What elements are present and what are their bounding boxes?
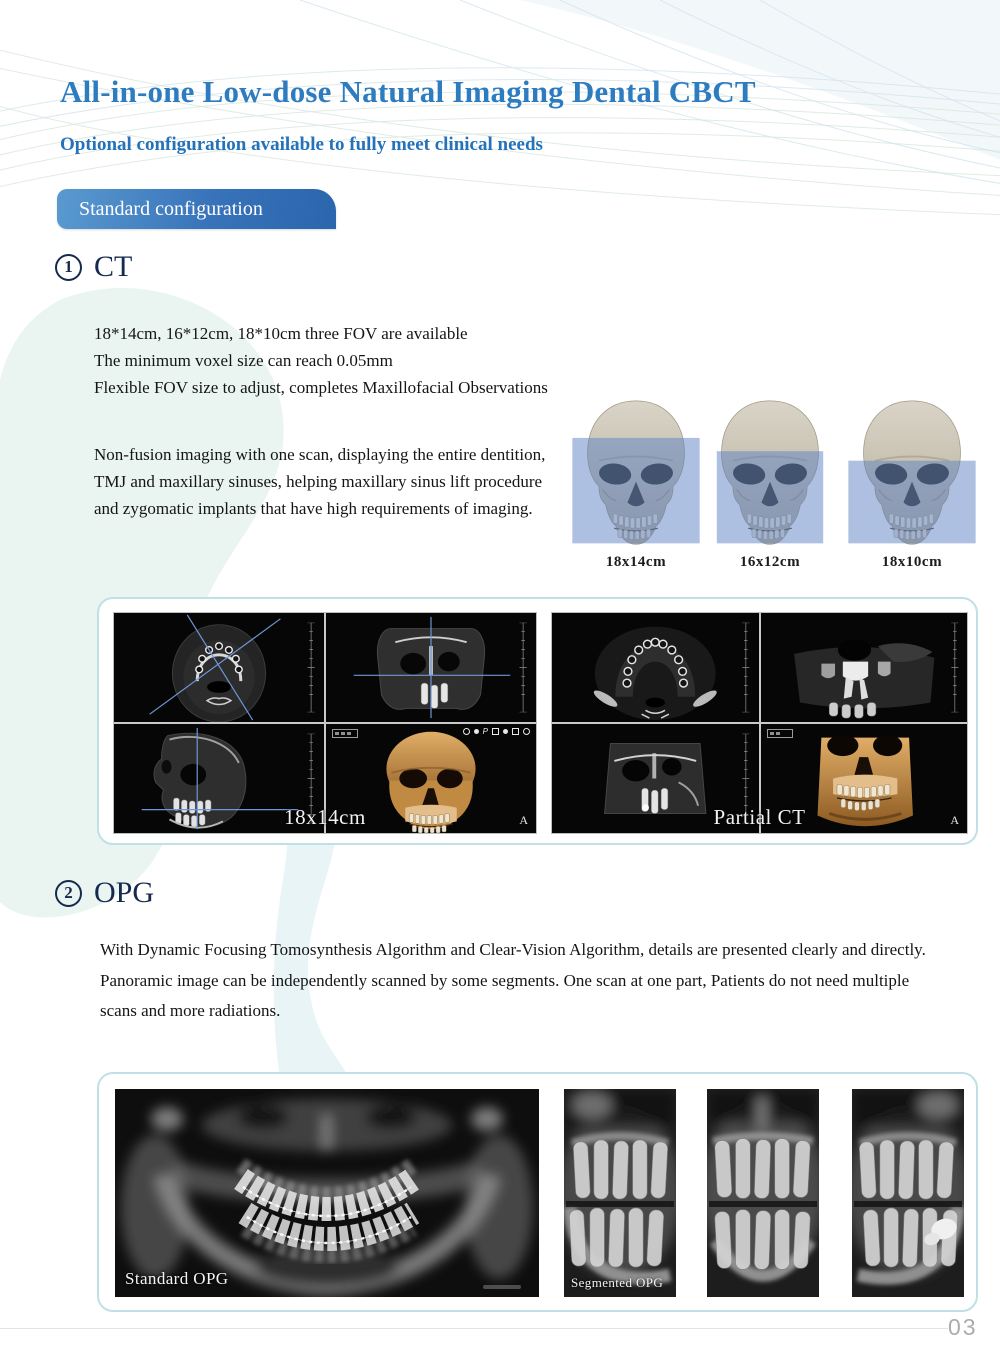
segmented-opg-xray-3 [852, 1089, 964, 1297]
axial-view [114, 613, 324, 722]
page-title: All-in-one Low-dose Natural Imaging Dental CBCT [60, 74, 756, 109]
ct-full-label: 18x14cm [284, 805, 366, 829]
fov-figure-18x14 [570, 398, 702, 571]
opg-section-heading [55, 876, 154, 910]
ct-feature-2: The minimum voxel size can reach 0.05mm [94, 351, 393, 370]
segmented-opg-label: Segmented OPG [571, 1275, 664, 1290]
page-subtitle: Optional configuration available to fully meet clinical needs [60, 134, 543, 155]
orientation-marker: A [950, 813, 959, 827]
ct-heading: CT [94, 250, 133, 283]
opg-image-panel [97, 1072, 978, 1312]
fov-label: 16x12cm [739, 554, 801, 570]
standard-opg-xray [115, 1089, 539, 1297]
fov-overlay-16x12 [717, 451, 823, 543]
fov-figure-16x12 [704, 398, 836, 571]
standard-opg-label: Standard OPG [125, 1269, 229, 1288]
ct-viewer-partial [551, 612, 968, 834]
footer-divider [0, 1328, 948, 1329]
ct-section-heading [55, 250, 132, 284]
fov-overlay-18x14 [572, 438, 699, 543]
ct-description: Non-fusion imaging with one scan, displaying the entire dentition, TMJ and maxillary sinuses, helping maxillary sinus lift procedure and zygomatic implants that have high requirements of imaging. [94, 445, 546, 518]
segmented-opg-xray-1 [564, 1089, 676, 1297]
orientation-marker: A [519, 813, 528, 827]
fov-label: 18x14cm [605, 554, 667, 570]
opg-paragraph-2: Panoramic image can be independently scanned by some segments. One scan at one part, Patients do not need multiple scans and more radiations. [100, 970, 910, 1020]
skull-illustration [846, 398, 978, 550]
skull-illustration [704, 398, 836, 550]
ct-image-panel [97, 597, 978, 845]
fov-label: 18x10cm [881, 554, 943, 570]
badge-label: Standard configuration [79, 197, 263, 220]
ct-feature-3: Flexible FOV size to adjust, completes Maxillofacial Observations [94, 378, 548, 397]
viewer-toolbar-icons: P [463, 728, 530, 735]
ct-feature-list [94, 320, 548, 401]
coronal-view [326, 613, 536, 722]
fov-overlay-18x10 [848, 461, 975, 544]
page-number: 03 [948, 1314, 978, 1340]
standard-configuration-badge [57, 189, 336, 229]
ct-feature-1: 18*14cm, 16*12cm, 18*10cm three FOV are available [94, 324, 468, 343]
segmented-opg-xray-2 [707, 1089, 819, 1297]
ct-viewer-full [113, 612, 537, 834]
opg-paragraph-1: With Dynamic Focusing Tomosynthesis Algorithm and Clear-Vision Algorithm, details are presented clearly and directly. [100, 940, 926, 959]
view-mode-box [767, 729, 793, 738]
molar-detail-view [761, 613, 968, 722]
ct-partial-label: Partial CT [713, 805, 806, 829]
section-number-icon: 2 [55, 880, 82, 907]
axial-jaw-view [552, 613, 759, 722]
skull-illustration [570, 398, 702, 550]
view-mode-box [332, 729, 358, 738]
section-number-icon: 1 [55, 254, 82, 281]
opg-heading: OPG [94, 876, 155, 909]
fov-figure-18x10 [846, 398, 978, 571]
opg-description [100, 935, 948, 1027]
